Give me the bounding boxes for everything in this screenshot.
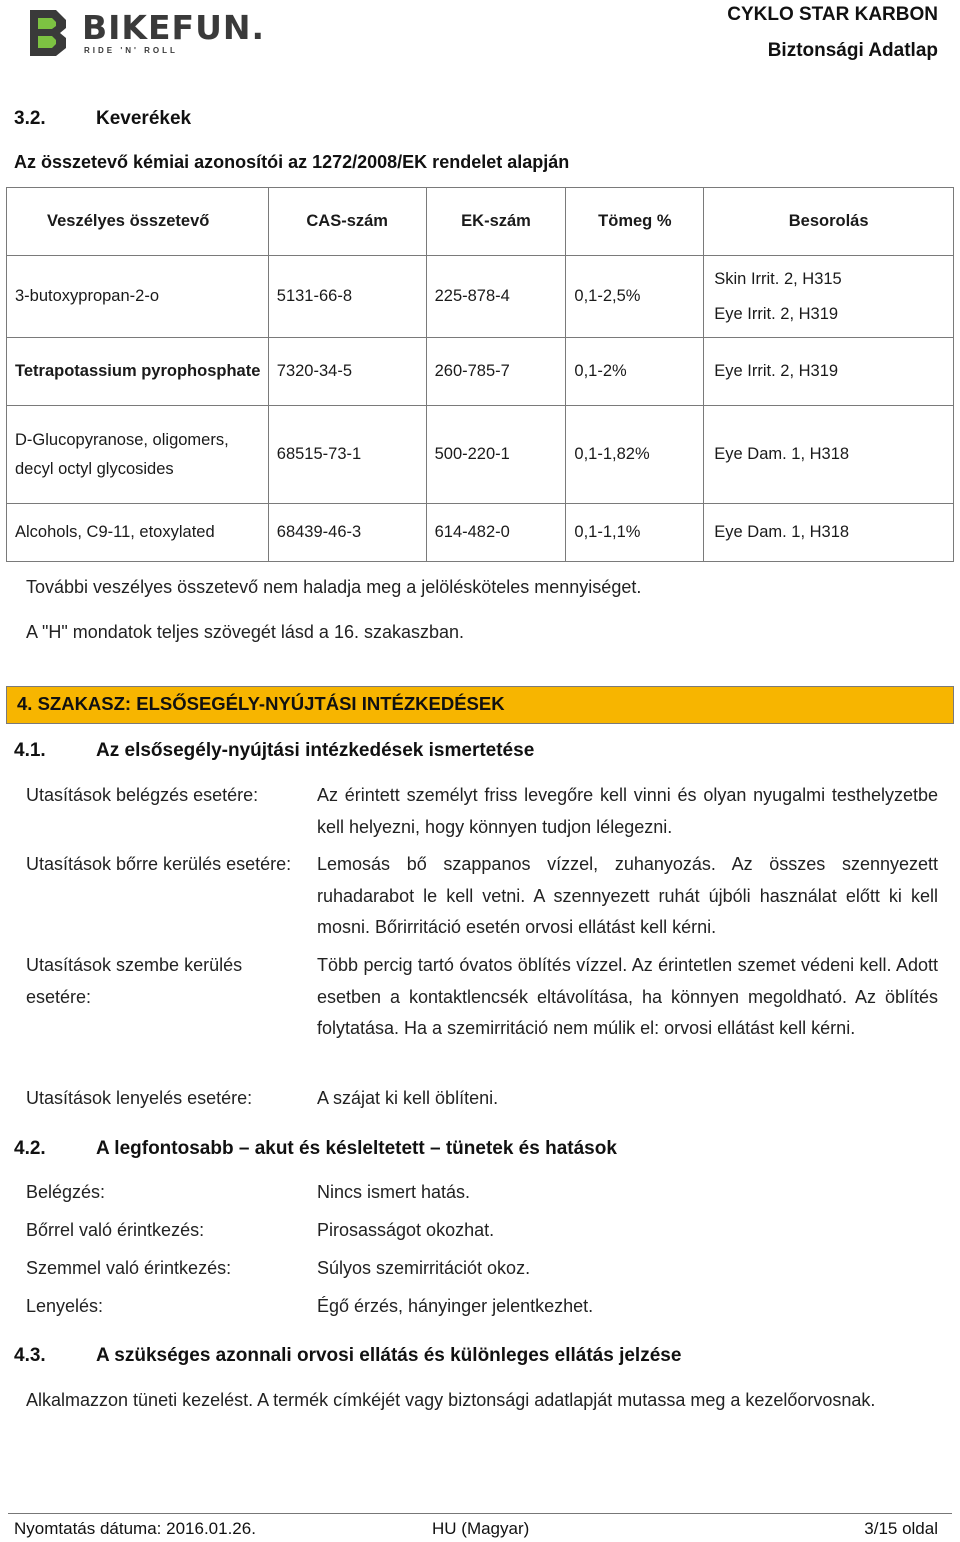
section-4-banner: 4. SZAKASZ: ELSŐSEGÉLY-NYÚJTÁSI INTÉZKEDÉSEK (6, 686, 954, 724)
language: HU (Magyar) (432, 1519, 530, 1538)
ingredients-note: További veszélyes összetevő nem haladja meg a jelölésköteles mennyiséget. (26, 577, 642, 597)
classification-line: Eye Dam. 1, H318 (714, 523, 850, 541)
medical-attention-text: Alkalmazzon tüneti kezelést. A termék címkéjét vagy biztonsági adatlapját mutassa meg a kezelőorvosnak. (26, 1390, 876, 1410)
section-title: A legfontosabb – akut és késleltetett – tünetek és hatások (96, 1138, 617, 1159)
section-3-2-subtitle: Az összetevő kémiai azonosítói az 1272/2008/EK rendelet alapján (14, 152, 570, 172)
column-header: Veszélyes összetevő (7, 188, 269, 256)
bikefun-logo-icon (26, 6, 78, 58)
ingredient-name: Alcohols, C9-11, etoxylated (7, 504, 269, 562)
footer-divider (8, 1513, 952, 1514)
cas-number: 68439-46-3 (268, 504, 426, 562)
section-title: Keverékek (96, 108, 192, 129)
classification (704, 504, 954, 562)
product-name: CYKLO STAR KARBON (727, 4, 938, 25)
brand-tagline: RIDE 'N' ROLL (84, 46, 178, 55)
symptom-text: Nincs ismert hatás. (317, 1182, 471, 1202)
section-number: 4.1. (14, 740, 46, 761)
section-title: A szükséges azonnali orvosi ellátás és különleges ellátás jelzése (96, 1345, 682, 1366)
ingredient-name: D-Glucopyranose, oligomers, decyl octyl glycosides (7, 406, 269, 504)
page-number: 3/15 oldal (864, 1519, 938, 1538)
column-header: EK-szám (426, 188, 566, 256)
first-aid-text: Lemosás bő szappanos vízzel, zuhanyozás. Az összes szennyezett ruhadarabot le kell vetni. A szennyezett ruhát újbóli használat előtt ki kell mosni. Bőrirritáció esetén orvosi ellátást kell kérni. (317, 854, 938, 937)
classification-line: Eye Dam. 1, H318 (714, 445, 850, 463)
symptom-label: Szemmel való érintkezés: (26, 1258, 232, 1278)
h-statements-note: A "H" mondatok teljes szövegét lásd a 16. szakaszban. (26, 622, 465, 642)
symptom-label: Belégzés: (26, 1182, 106, 1202)
section-4-3-heading (14, 1345, 681, 1367)
ek-number: 260-785-7 (426, 338, 566, 406)
section-4-2-heading (14, 1138, 617, 1160)
table-row (7, 406, 954, 504)
mass-percent: 0,1-1,82% (566, 406, 704, 504)
first-aid-text: A szájat ki kell öblíteni. (317, 1088, 499, 1108)
ek-number: 225-878-4 (426, 256, 566, 338)
section-number: 4.2. (14, 1138, 46, 1159)
ingredients-table (6, 187, 954, 562)
section-3-2-heading (14, 108, 191, 130)
first-aid-text: Az érintett személyt friss levegőre kell vinni és olyan nyugalmi testhelyzetbe kell helyezni, hogy könnyen tudjon lélegezni. (317, 785, 938, 837)
first-aid-label: Utasítások bőrre kerülés esetére: (26, 854, 292, 874)
section-4-1-heading (14, 740, 534, 762)
symptom-text: Égő érzés, hányinger jelentkezhet. (317, 1296, 594, 1316)
cas-number: 5131-66-8 (268, 256, 426, 338)
ek-number: 614-482-0 (426, 504, 566, 562)
brand-wordmark: BIKEFUN. (82, 8, 266, 47)
symptom-item (26, 1291, 938, 1323)
ingredient-name: Tetrapotassium pyrophosphate (7, 338, 269, 406)
column-header: Besorolás (704, 188, 954, 256)
mass-percent: 0,1-2,5% (566, 256, 704, 338)
document-type: Biztonsági Adatlap (767, 40, 938, 61)
symptom-text: Pirosasságot okozhat. (317, 1220, 495, 1240)
symptom-item (26, 1215, 938, 1247)
section-number: 4.3. (14, 1345, 46, 1366)
first-aid-label: Utasítások belégzés esetére: (26, 785, 259, 805)
table-row (7, 256, 954, 338)
first-aid-item (26, 1083, 938, 1117)
mass-percent: 0,1-1,1% (566, 504, 704, 562)
column-header: Tömeg % (566, 188, 704, 256)
first-aid-item (26, 780, 938, 846)
page-header (0, 0, 960, 80)
symptom-label: Lenyelés: (26, 1296, 104, 1316)
classification-line: Skin Irrit. 2, H315 (714, 269, 842, 288)
classification-line: Eye Irrit. 2, H319 (714, 304, 839, 323)
first-aid-label: Utasítások szembe kerülés esetére: (26, 955, 243, 1007)
print-date: Nyomtatás dátuma: 2016.01.26. (14, 1519, 256, 1538)
first-aid-label: Utasítások lenyelés esetére: (26, 1088, 253, 1108)
classification-line: Eye Irrit. 2, H319 (714, 362, 839, 380)
first-aid-item (26, 950, 938, 1078)
classification (704, 256, 954, 338)
first-aid-text: Több percig tartó óvatos öblítés vízzel. Az érintetlen szemet védeni kell. Adott esetben a kontaktlencsék eltávolítása, ha könnyen megoldható. Az öblítés folytatása. Ha a szemirritáció nem múlik el: orvosi ellátást kell kérni. (317, 955, 938, 1038)
symptom-item (26, 1177, 938, 1209)
cas-number: 7320-34-5 (268, 338, 426, 406)
cas-number: 68515-73-1 (268, 406, 426, 504)
ingredient-name: 3-butoxypropan-2-o (7, 256, 269, 338)
classification (704, 406, 954, 504)
mass-percent: 0,1-2% (566, 338, 704, 406)
bikefun-logo (26, 6, 266, 58)
section-title: Az elsősegély-nyújtási intézkedések ismertetése (96, 740, 535, 761)
symptom-item (26, 1253, 938, 1285)
table-header-row (7, 188, 954, 256)
symptom-text: Súlyos szemirritációt okoz. (317, 1258, 531, 1278)
table-row (7, 338, 954, 406)
classification (704, 338, 954, 406)
column-header: CAS-szám (268, 188, 426, 256)
table-row (7, 504, 954, 562)
first-aid-item (26, 849, 938, 945)
ek-number: 500-220-1 (426, 406, 566, 504)
symptom-label: Bőrrel való érintkezés: (26, 1220, 205, 1240)
section-number: 3.2. (14, 108, 46, 129)
